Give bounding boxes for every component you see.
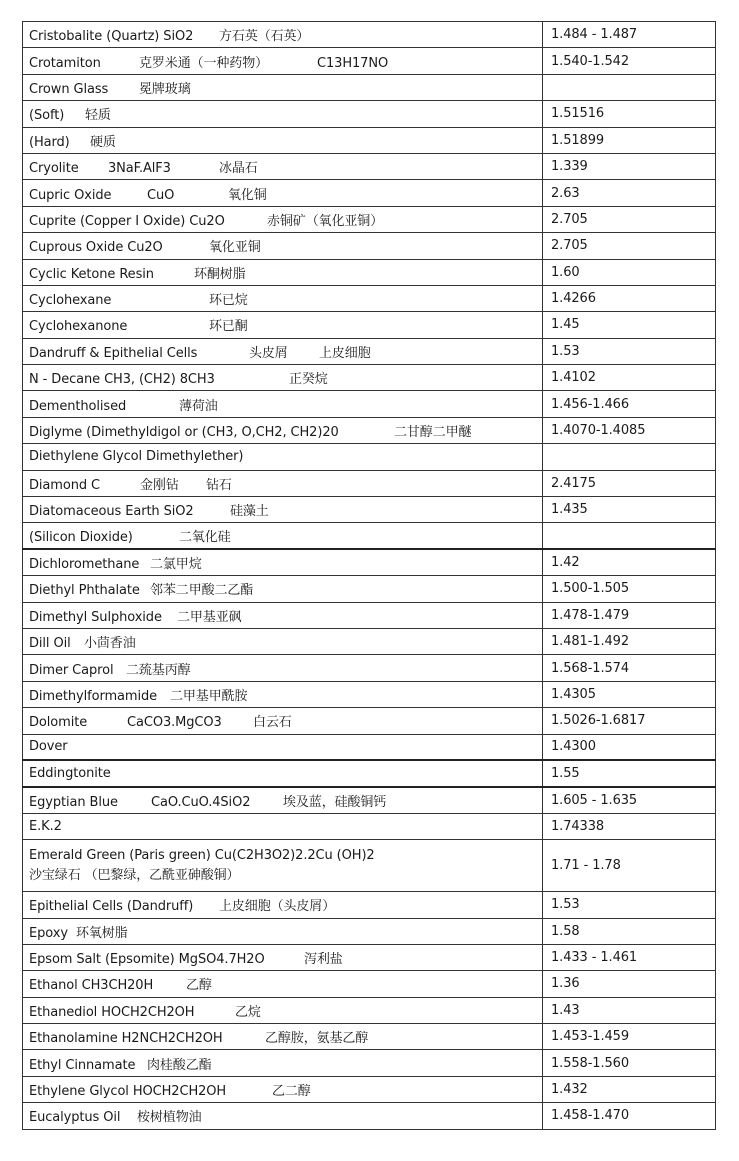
substance-cell	[23, 48, 543, 74]
refractive-index-cell: 1.481-1.492	[543, 628, 716, 654]
refractive-index-cell: 1.53	[543, 892, 716, 918]
substance-text: Diglyme (Dimethyldigol or (CH3, O,CH2, CH2)20	[29, 425, 339, 441]
table-row	[23, 391, 716, 417]
substance-text: (Soft)	[29, 108, 65, 124]
refractive-index-cell: 1.453-1.459	[543, 1024, 716, 1050]
table-row	[23, 628, 716, 654]
substance-text: 硅藻土	[230, 504, 269, 520]
substance-line: Emerald Green (Paris green) Cu(C2H3O2)2.2Cu (OH)2	[29, 847, 375, 863]
refractive-index-cell: 2.63	[543, 180, 716, 206]
refractive-index-cell: 1.74338	[543, 813, 716, 839]
refractive-index-cell: 1.484 - 1.487	[543, 22, 716, 48]
substance-cell	[23, 813, 543, 839]
substance-text: 方石英（石英）	[219, 29, 310, 45]
substance-text: 乙烷	[235, 1004, 261, 1020]
substance-cell	[23, 523, 543, 549]
substance-cell	[23, 944, 543, 970]
substance-text: N - Decane CH3, (CH2) 8CH3	[29, 372, 215, 388]
substance-text: 轻质	[85, 108, 111, 124]
refractive-index-cell: 1.4266	[543, 285, 716, 311]
table-row	[23, 74, 716, 100]
substance-text: Dichloromethane	[29, 557, 140, 573]
table-row	[23, 523, 716, 549]
table-row	[23, 153, 716, 179]
refractive-index-cell: 1.43	[543, 997, 716, 1023]
substance-text: 上皮细胞（头皮屑）	[219, 899, 336, 915]
refractive-index-table	[22, 21, 716, 1130]
substance-text: 正癸烷	[289, 372, 328, 388]
substance-text: 埃及蓝，硅酸铜钙	[283, 794, 387, 810]
table-row	[23, 206, 716, 232]
substance-cell	[23, 233, 543, 259]
substance-cell	[23, 101, 543, 127]
refractive-index-cell: 1.435	[543, 497, 716, 523]
substance-text: Epithelial Cells (Dandruff)	[29, 899, 194, 915]
refractive-index-cell: 1.60	[543, 259, 716, 285]
substance-text: CaO.CuO.4SiO2	[151, 794, 251, 810]
table-row	[23, 1050, 716, 1076]
substance-text: Eddingtonite	[29, 766, 111, 782]
table-row	[23, 365, 716, 391]
table-row	[23, 444, 716, 470]
substance-text: Cyclohexane	[29, 293, 112, 309]
substance-text: 肉桂酸乙酯	[147, 1057, 212, 1073]
table-row	[23, 655, 716, 681]
table-row	[23, 497, 716, 523]
substance-text: 冰晶石	[219, 161, 258, 177]
substance-text: Ethyl Cinnamate	[29, 1057, 136, 1073]
refractive-index-cell: 1.540-1.542	[543, 48, 716, 74]
substance-text: (Silicon Dioxide)	[29, 530, 133, 546]
refractive-index-cell: 1.4070-1.4085	[543, 417, 716, 443]
substance-cell	[23, 22, 543, 48]
substance-cell	[23, 259, 543, 285]
table-row	[23, 734, 716, 760]
table-row	[23, 470, 716, 496]
substance-text: 泻利盐	[304, 952, 343, 968]
substance-text: Eucalyptus Oil	[29, 1110, 121, 1126]
table-row	[23, 944, 716, 970]
substance-text: 3NaF.AlF3	[108, 161, 171, 177]
substance-text: 头皮屑	[249, 345, 288, 361]
substance-cell	[23, 971, 543, 997]
table-row	[23, 338, 716, 364]
table-row	[23, 180, 716, 206]
substance-cell	[23, 1076, 543, 1102]
substance-text: Dover	[29, 739, 68, 755]
substance-text: CaCO3.MgCO3	[127, 715, 222, 731]
table-row	[23, 312, 716, 338]
substance-text: 二甲基亚砜	[177, 609, 242, 625]
substance-text: Dimer Caprol	[29, 662, 114, 678]
substance-text: Diatomaceous Earth SiO2	[29, 504, 194, 520]
substance-text: Dolomite	[29, 715, 88, 731]
substance-text: Cuprite (Copper I Oxide) Cu2O	[29, 213, 225, 229]
substance-text: 硬质	[90, 134, 116, 150]
substance-text: 薄荷油	[179, 398, 218, 414]
refractive-index-cell	[543, 74, 716, 100]
substance-text: CuO	[147, 187, 175, 203]
substance-text: 二氯甲烷	[150, 557, 202, 573]
substance-cell	[23, 1050, 543, 1076]
substance-cell	[23, 444, 543, 470]
substance-text: 赤铜矿（氧化亚铜）	[267, 213, 384, 229]
substance-cell	[23, 602, 543, 628]
substance-cell	[23, 365, 543, 391]
refractive-index-cell: 1.478-1.479	[543, 602, 716, 628]
substance-text: Diamond C	[29, 477, 101, 493]
substance-text: 钻石	[206, 477, 232, 493]
substance-cell	[23, 760, 543, 786]
refractive-index-cell: 2.4175	[543, 470, 716, 496]
substance-cell	[23, 391, 543, 417]
substance-cell	[23, 153, 543, 179]
substance-text: Dandruff & Epithelial Cells	[29, 345, 198, 361]
substance-text: 冕牌玻璃	[139, 81, 191, 97]
substance-cell	[23, 549, 543, 575]
substance-text: 乙二醇	[272, 1084, 311, 1100]
substance-text: 二甘醇二甲醚	[394, 425, 472, 441]
table-row	[23, 22, 716, 48]
substance-text: 白云石	[253, 715, 292, 731]
substance-text: Epsom Salt (Epsomite) MgSO4.7H2O	[29, 952, 265, 968]
refractive-index-cell: 1.433 - 1.461	[543, 944, 716, 970]
substance-cell	[23, 787, 543, 813]
table-row	[23, 549, 716, 575]
table-row	[23, 787, 716, 813]
substance-text: 克罗米通（一种药物）	[139, 55, 269, 71]
substance-cell	[23, 1103, 543, 1129]
substance-text: Cristobalite (Quartz) SiO2	[29, 29, 194, 45]
refractive-index-cell: 1.558-1.560	[543, 1050, 716, 1076]
substance-cell	[23, 417, 543, 443]
substance-text: Crotamiton	[29, 55, 101, 71]
substance-cell	[23, 576, 543, 602]
table-row	[23, 971, 716, 997]
substance-text: Cuprous Oxide Cu2O	[29, 240, 163, 256]
substance-text: Cyclohexanone	[29, 319, 128, 335]
substance-cell	[23, 708, 543, 734]
refractive-index-cell: 2.705	[543, 233, 716, 259]
refractive-index-cell: 1.458-1.470	[543, 1103, 716, 1129]
refractive-index-cell	[543, 444, 716, 470]
table-row	[23, 1076, 716, 1102]
substance-text: 环已烷	[209, 293, 248, 309]
table-row	[23, 681, 716, 707]
substance-text: 邻苯二甲酸二乙酯	[150, 583, 254, 599]
substance-text: 小茴香油	[84, 636, 136, 652]
substance-text: Egyptian Blue	[29, 794, 118, 810]
substance-text: 二巯基丙醇	[126, 662, 191, 678]
substance-text: 氧化亚铜	[209, 240, 261, 256]
substance-text: Diethyl Phthalate	[29, 583, 140, 599]
substance-cell	[23, 892, 543, 918]
refractive-index-cell: 1.53	[543, 338, 716, 364]
substance-text: Dimethylformamide	[29, 688, 158, 704]
substance-text: 乙醇胺，氨基乙醇	[265, 1031, 369, 1047]
table-row	[23, 233, 716, 259]
table-row	[23, 708, 716, 734]
substance-text: 二甲基甲酰胺	[170, 688, 248, 704]
substance-cell	[23, 74, 543, 100]
refractive-index-cell: 1.51899	[543, 127, 716, 153]
refractive-index-cell: 1.5026-1.6817	[543, 708, 716, 734]
refractive-index-cell: 1.568-1.574	[543, 655, 716, 681]
table-row	[23, 576, 716, 602]
substance-cell	[23, 497, 543, 523]
substance-cell	[23, 127, 543, 153]
table-row	[23, 48, 716, 74]
substance-cell	[23, 840, 543, 892]
substance-cell	[23, 206, 543, 232]
table-row	[23, 997, 716, 1023]
substance-text: 桉树植物油	[137, 1110, 202, 1126]
table-body	[23, 22, 716, 1130]
substance-text: 乙醇	[186, 978, 212, 994]
refractive-index-cell	[543, 523, 716, 549]
substance-text: (Hard)	[29, 134, 70, 150]
substance-cell	[23, 628, 543, 654]
substance-cell	[23, 655, 543, 681]
table-row	[23, 285, 716, 311]
substance-text: Ethanolamine H2NCH2CH2OH	[29, 1031, 223, 1047]
table-row	[23, 127, 716, 153]
substance-text: Dill Oil	[29, 636, 71, 652]
table-row	[23, 417, 716, 443]
table-row	[23, 259, 716, 285]
substance-cell	[23, 997, 543, 1023]
substance-cell	[23, 681, 543, 707]
refractive-index-cell: 1.51516	[543, 101, 716, 127]
refractive-index-cell: 1.605 - 1.635	[543, 787, 716, 813]
substance-text: E.K.2	[29, 818, 62, 834]
refractive-index-cell: 1.4300	[543, 734, 716, 760]
refractive-index-cell: 1.45	[543, 312, 716, 338]
substance-cell	[23, 734, 543, 760]
substance-text: 金刚钻	[140, 477, 179, 493]
refractive-index-cell: 1.432	[543, 1076, 716, 1102]
table-row	[23, 602, 716, 628]
table-row	[23, 918, 716, 944]
refractive-index-cell: 1.4305	[543, 681, 716, 707]
substance-cell	[23, 1024, 543, 1050]
substance-text: Crown Glass	[29, 81, 109, 97]
table-row	[23, 892, 716, 918]
substance-cell	[23, 470, 543, 496]
substance-text: Epoxy	[29, 925, 68, 941]
substance-text: 环已酮	[209, 319, 248, 335]
table-row	[23, 813, 716, 839]
substance-cell	[23, 338, 543, 364]
substance-text: 环氧树脂	[76, 925, 128, 941]
table-row	[23, 840, 716, 892]
substance-text: 氧化铜	[228, 187, 267, 203]
substance-text: Dimethyl Sulphoxide	[29, 609, 162, 625]
substance-cell	[23, 180, 543, 206]
table-row	[23, 1103, 716, 1129]
table-row	[23, 1024, 716, 1050]
substance-text: Ethanol CH3CH20H	[29, 978, 154, 994]
substance-text: 环酮树脂	[194, 266, 246, 282]
substance-text: Cyclic Ketone Resin	[29, 266, 154, 282]
refractive-index-cell: 1.55	[543, 760, 716, 786]
substance-text: Diethylene Glycol Dimethylether)	[29, 449, 244, 465]
refractive-index-cell: 1.36	[543, 971, 716, 997]
table-row	[23, 760, 716, 786]
substance-text: Ethanediol HOCH2CH2OH	[29, 1004, 195, 1020]
substance-text: Ethylene Glycol HOCH2CH2OH	[29, 1084, 227, 1100]
substance-cell	[23, 285, 543, 311]
substance-cell	[23, 918, 543, 944]
refractive-index-cell: 2.705	[543, 206, 716, 232]
refractive-index-cell: 1.58	[543, 918, 716, 944]
refractive-index-cell: 1.339	[543, 153, 716, 179]
refractive-index-cell: 1.500-1.505	[543, 576, 716, 602]
substance-text: 上皮细胞	[319, 345, 371, 361]
substance-line: 沙宝绿石 （巴黎绿，乙酰亚砷酸铜）	[29, 867, 240, 883]
refractive-index-cell: 1.4102	[543, 365, 716, 391]
refractive-index-cell: 1.456-1.466	[543, 391, 716, 417]
substance-text: C13H17NO	[317, 55, 389, 71]
refractive-index-cell: 1.71 - 1.78	[543, 840, 716, 892]
substance-text: Dementholised	[29, 398, 127, 414]
substance-cell	[23, 312, 543, 338]
substance-text: Cupric Oxide	[29, 187, 112, 203]
refractive-index-cell: 1.42	[543, 549, 716, 575]
substance-text: Cryolite	[29, 161, 79, 177]
table-row	[23, 101, 716, 127]
substance-text: 二氧化硅	[179, 530, 231, 546]
